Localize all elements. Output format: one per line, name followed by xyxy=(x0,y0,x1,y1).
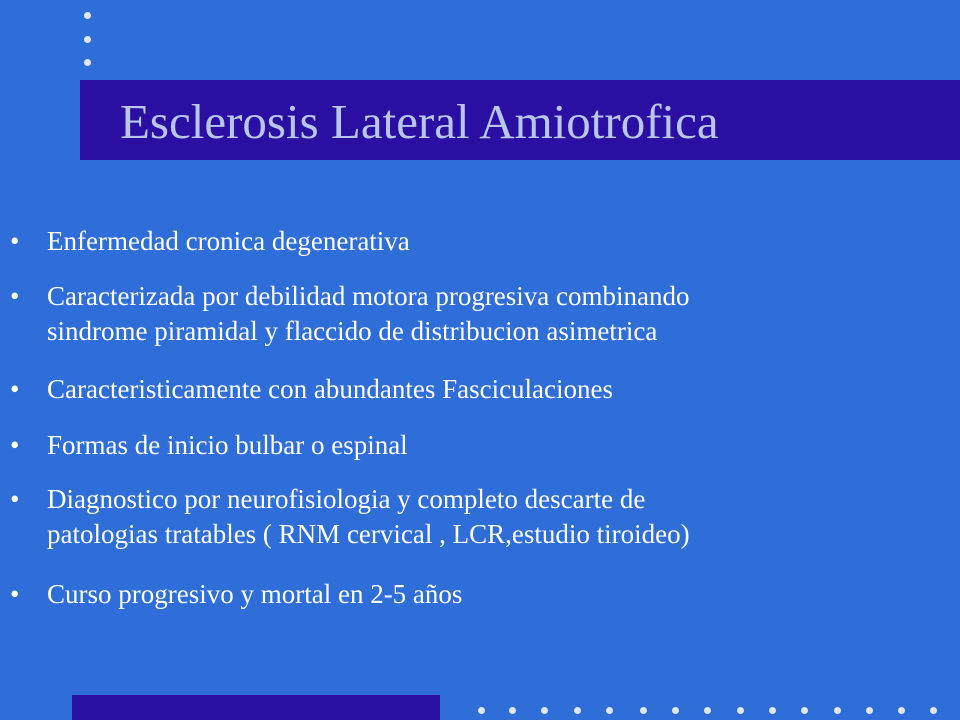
bullet-text: Caracterizada por debilidad motora progresiva combinando sindrome piramidal y flaccido de distribucion asimetrica xyxy=(47,281,690,346)
decor-dot-bottom-5 xyxy=(606,707,613,714)
bullet-icon: • xyxy=(10,226,20,256)
decor-dot-bottom-14 xyxy=(898,707,905,714)
decor-dot-bottom-13 xyxy=(866,707,873,714)
bullet-icon: • xyxy=(10,430,20,460)
decor-dot-bottom-8 xyxy=(704,707,711,714)
bullet-text: Curso progresivo y mortal en 2-5 años xyxy=(47,579,463,609)
decor-dot-bottom-1 xyxy=(478,707,485,714)
decor-dot-bottom-11 xyxy=(801,707,808,714)
bullet-icon: • xyxy=(10,374,20,404)
bullet-text: Diagnostico por neurofisiologia y completo descarte de patologias tratables ( RNM cervical , LCR,estudio tiroideo) xyxy=(47,484,690,549)
decor-dot-bottom-10 xyxy=(769,707,776,714)
decor-dot-bottom-15 xyxy=(930,707,937,714)
decor-dot-bottom-3 xyxy=(541,707,548,714)
decor-dot-bottom-7 xyxy=(672,707,679,714)
slide-title: Esclerosis Lateral Amiotrofica xyxy=(120,94,719,149)
decor-dot-bottom-6 xyxy=(640,707,647,714)
decor-dot-bottom-9 xyxy=(737,707,744,714)
decor-dot-top-2 xyxy=(84,36,91,43)
bullet-icon: • xyxy=(10,281,20,311)
decor-dot-top-1 xyxy=(84,12,91,19)
decor-dot-bottom-4 xyxy=(574,707,581,714)
bullet-text: Enfermedad cronica degenerativa xyxy=(47,226,410,256)
bullet-icon: • xyxy=(10,484,20,514)
bullet-text: Formas de inicio bulbar o espinal xyxy=(47,430,408,460)
bullet-text: Caracteristicamente con abundantes Fasciculaciones xyxy=(47,374,614,404)
bottom-band xyxy=(72,695,440,720)
decor-dot-top-3 xyxy=(84,59,91,66)
decor-dot-bottom-2 xyxy=(509,707,516,714)
bullet-icon: • xyxy=(10,579,20,609)
decor-dot-bottom-12 xyxy=(834,707,841,714)
